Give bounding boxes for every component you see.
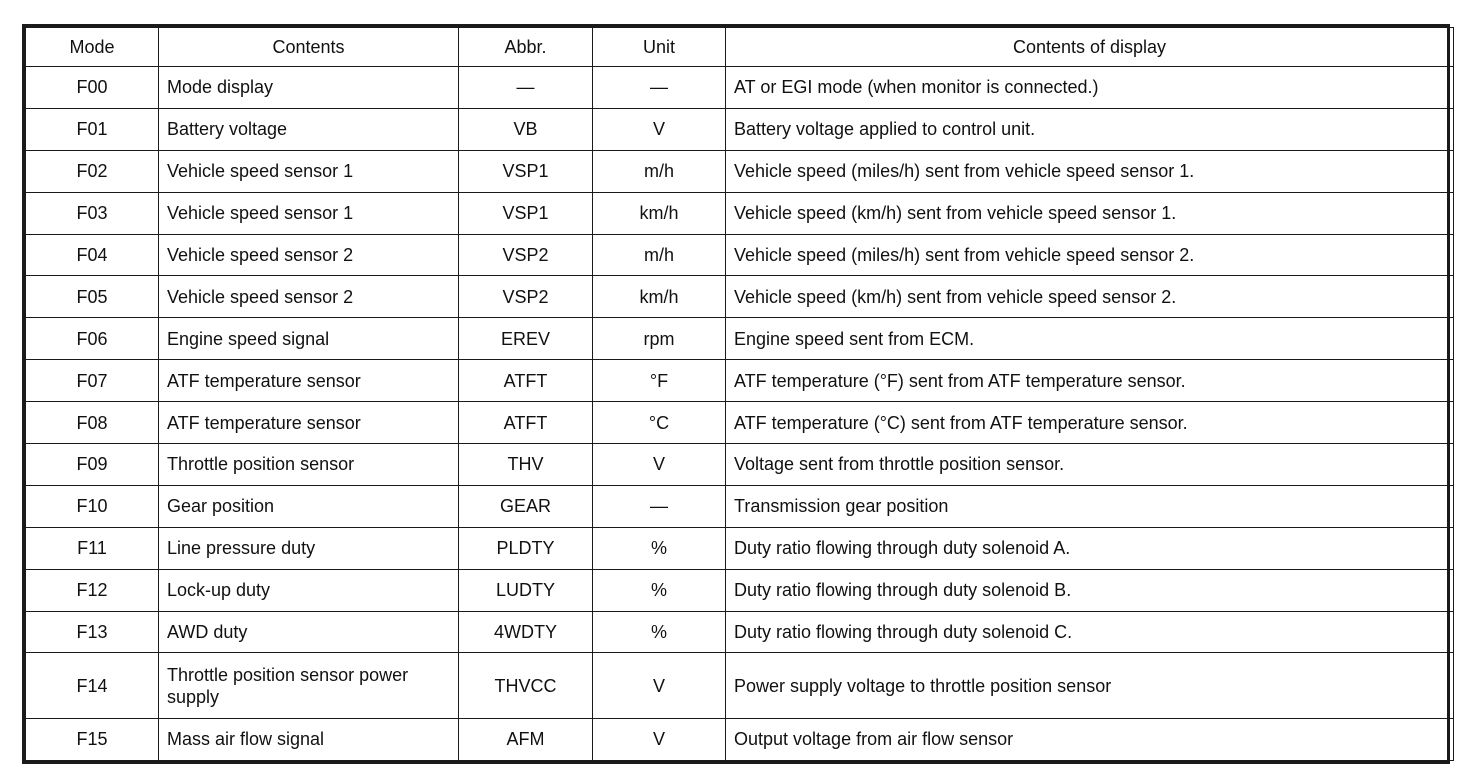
table-row <box>26 276 1454 318</box>
cell-abbr: ATFT <box>459 360 593 402</box>
cell-abbr: VSP2 <box>459 234 593 276</box>
cell-abbr: EREV <box>459 318 593 360</box>
cell-display: Battery voltage applied to control unit. <box>726 108 1454 150</box>
cell-contents: Vehicle speed sensor 2 <box>159 276 459 318</box>
cell-abbr: — <box>459 67 593 109</box>
cell-unit: V <box>593 718 726 760</box>
cell-contents: Lock-up duty <box>159 569 459 611</box>
table-row <box>26 569 1454 611</box>
cell-abbr: LUDTY <box>459 569 593 611</box>
cell-contents: ATF temperature sensor <box>159 360 459 402</box>
cell-display: Power supply voltage to throttle position sensor <box>726 653 1454 718</box>
table-row <box>26 360 1454 402</box>
cell-contents: ATF temperature sensor <box>159 402 459 444</box>
header-row <box>26 28 1454 67</box>
mode-table-container <box>22 24 1450 764</box>
cell-unit: V <box>593 653 726 718</box>
cell-mode: F00 <box>26 67 159 109</box>
cell-display: Duty ratio flowing through duty solenoid A. <box>726 527 1454 569</box>
table-row <box>26 402 1454 444</box>
table-row <box>26 485 1454 527</box>
table-row <box>26 318 1454 360</box>
table-row <box>26 234 1454 276</box>
cell-unit: — <box>593 67 726 109</box>
cell-mode: F09 <box>26 444 159 486</box>
cell-mode: F14 <box>26 653 159 718</box>
header-contents: Contents <box>159 28 459 67</box>
cell-unit: % <box>593 569 726 611</box>
cell-mode: F13 <box>26 611 159 653</box>
cell-contents: Throttle position sensor power supply <box>159 653 459 718</box>
cell-contents: Mode display <box>159 67 459 109</box>
cell-contents: Engine speed signal <box>159 318 459 360</box>
cell-mode: F11 <box>26 527 159 569</box>
table-row <box>26 67 1454 109</box>
cell-unit: °C <box>593 402 726 444</box>
cell-display: Engine speed sent from ECM. <box>726 318 1454 360</box>
cell-abbr: VSP2 <box>459 276 593 318</box>
cell-mode: F15 <box>26 718 159 760</box>
cell-unit: °F <box>593 360 726 402</box>
cell-unit: — <box>593 485 726 527</box>
table-row <box>26 150 1454 192</box>
cell-mode: F10 <box>26 485 159 527</box>
cell-abbr: VSP1 <box>459 150 593 192</box>
cell-mode: F08 <box>26 402 159 444</box>
cell-unit: km/h <box>593 192 726 234</box>
table-row <box>26 108 1454 150</box>
cell-mode: F06 <box>26 318 159 360</box>
cell-contents: Line pressure duty <box>159 527 459 569</box>
cell-display: Transmission gear position <box>726 485 1454 527</box>
cell-unit: % <box>593 611 726 653</box>
cell-unit: V <box>593 108 726 150</box>
cell-unit: km/h <box>593 276 726 318</box>
header-mode: Mode <box>26 28 159 67</box>
cell-abbr: ATFT <box>459 402 593 444</box>
cell-display: Duty ratio flowing through duty solenoid B. <box>726 569 1454 611</box>
table-row <box>26 718 1454 760</box>
cell-display: Vehicle speed (miles/h) sent from vehicle speed sensor 1. <box>726 150 1454 192</box>
cell-mode: F04 <box>26 234 159 276</box>
cell-display: AT or EGI mode (when monitor is connected.) <box>726 67 1454 109</box>
cell-mode: F05 <box>26 276 159 318</box>
cell-display: Output voltage from air flow sensor <box>726 718 1454 760</box>
cell-mode: F01 <box>26 108 159 150</box>
table-row <box>26 444 1454 486</box>
cell-contents: Throttle position sensor <box>159 444 459 486</box>
header-unit: Unit <box>593 28 726 67</box>
cell-mode: F12 <box>26 569 159 611</box>
header-abbr: Abbr. <box>459 28 593 67</box>
cell-mode: F02 <box>26 150 159 192</box>
cell-mode: F07 <box>26 360 159 402</box>
cell-display: ATF temperature (°C) sent from ATF temperature sensor. <box>726 402 1454 444</box>
cell-abbr: AFM <box>459 718 593 760</box>
table-row <box>26 653 1454 718</box>
cell-abbr: PLDTY <box>459 527 593 569</box>
table-row <box>26 192 1454 234</box>
cell-display: Vehicle speed (km/h) sent from vehicle speed sensor 1. <box>726 192 1454 234</box>
cell-abbr: VB <box>459 108 593 150</box>
cell-mode: F03 <box>26 192 159 234</box>
cell-abbr: THVCC <box>459 653 593 718</box>
cell-unit: m/h <box>593 234 726 276</box>
cell-contents: Vehicle speed sensor 1 <box>159 192 459 234</box>
cell-abbr: GEAR <box>459 485 593 527</box>
cell-unit: V <box>593 444 726 486</box>
cell-abbr: VSP1 <box>459 192 593 234</box>
cell-unit: m/h <box>593 150 726 192</box>
cell-contents: Vehicle speed sensor 2 <box>159 234 459 276</box>
cell-abbr: 4WDTY <box>459 611 593 653</box>
header-display: Contents of display <box>726 28 1454 67</box>
cell-display: ATF temperature (°F) sent from ATF temperature sensor. <box>726 360 1454 402</box>
cell-unit: % <box>593 527 726 569</box>
cell-display: Vehicle speed (miles/h) sent from vehicle speed sensor 2. <box>726 234 1454 276</box>
cell-contents: Mass air flow signal <box>159 718 459 760</box>
table-row <box>26 527 1454 569</box>
cell-display: Voltage sent from throttle position sensor. <box>726 444 1454 486</box>
cell-contents: AWD duty <box>159 611 459 653</box>
cell-contents: Battery voltage <box>159 108 459 150</box>
table-row <box>26 611 1454 653</box>
cell-contents: Gear position <box>159 485 459 527</box>
cell-unit: rpm <box>593 318 726 360</box>
cell-abbr: THV <box>459 444 593 486</box>
cell-display: Duty ratio flowing through duty solenoid C. <box>726 611 1454 653</box>
mode-table <box>25 27 1454 761</box>
cell-contents: Vehicle speed sensor 1 <box>159 150 459 192</box>
cell-display: Vehicle speed (km/h) sent from vehicle speed sensor 2. <box>726 276 1454 318</box>
